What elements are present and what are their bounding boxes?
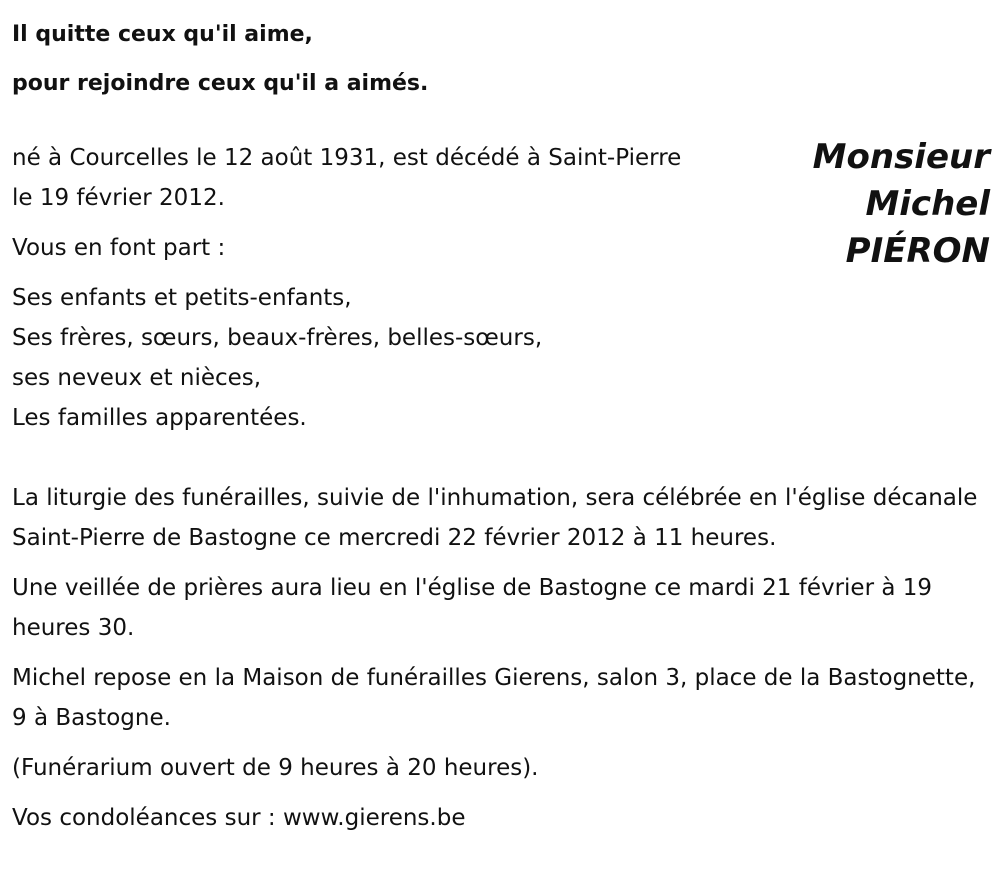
condolences-text: Vos condoléances sur : www.gierens.be <box>12 805 466 831</box>
obituary-body <box>12 138 987 838</box>
epigraph-line-1: Il quitte ceux qu'il aime, <box>12 22 313 47</box>
announce-intro: Vous en font part : <box>12 235 226 261</box>
vigil-text: Une veillée de prières aura lieu en l'église de Bastogne ce mardi 21 février à 19 heures 30. <box>12 575 933 641</box>
deceased-title: Monsieur <box>812 137 990 177</box>
epigraph <box>12 10 428 108</box>
repose-text: Michel repose en la Maison de funérailles Gierens, salon 3, place de la Bastognette, 9 à Bastogne. <box>12 665 976 731</box>
deceased-last-name: PIÉRON <box>845 231 990 271</box>
deceased-first-name: Michel <box>865 184 990 224</box>
liturgy-text: La liturgie des funérailles, suivie de l'inhumation, sera célébrée en l'église décanale Saint-Pierre de Bastogne ce mercredi 22 février 2012 à 11 heures. <box>12 485 978 551</box>
family-line: Ses frères, sœurs, beaux-frères, belles-sœurs, <box>12 325 543 351</box>
birth-death-text: né à Courcelles le 12 août 1931, est décédé à Saint-Pierre le 19 février 2012. <box>12 145 682 211</box>
family-line: Ses enfants et petits-enfants, <box>12 285 352 311</box>
family-line: ses neveux et nièces, <box>12 365 262 391</box>
family-list <box>12 278 987 438</box>
funerarium-hours: (Funérarium ouvert de 9 heures à 20 heures). <box>12 755 539 781</box>
family-line: Les familles apparentées. <box>12 405 307 431</box>
epigraph-line-2: pour rejoindre ceux qu'il a aimés. <box>12 71 429 96</box>
